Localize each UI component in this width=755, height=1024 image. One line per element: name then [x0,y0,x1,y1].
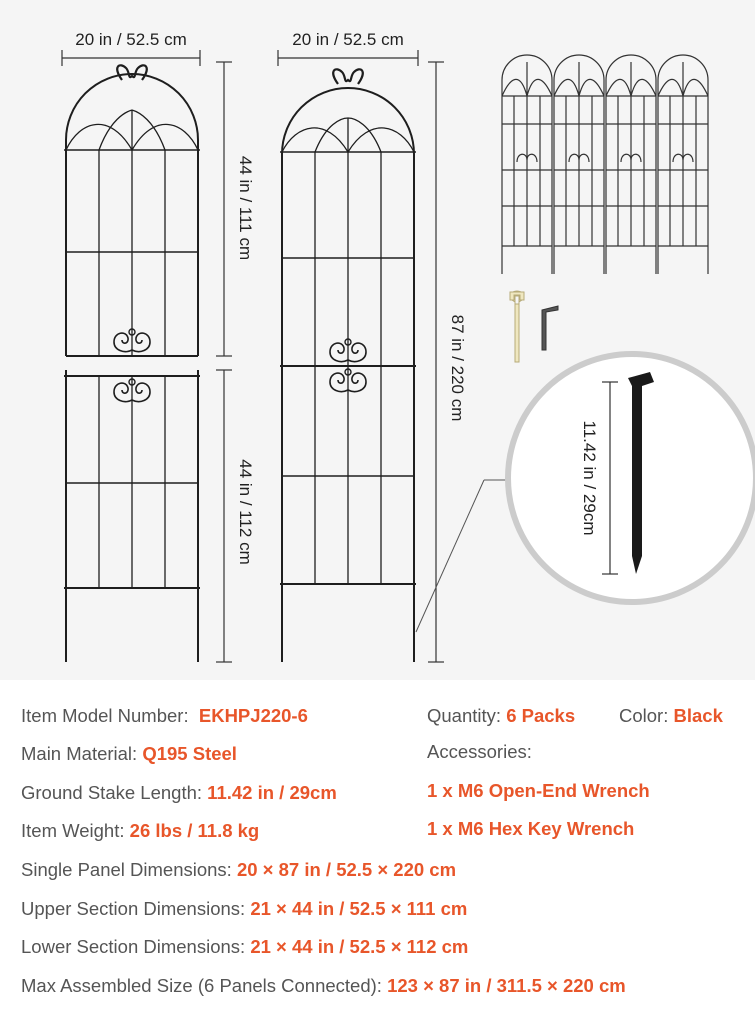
open-end-wrench-icon [510,291,524,362]
specification-list [0,680,755,1024]
spec-model [21,705,308,727]
spec-value: 6 Packs [506,705,576,726]
spec-value: 123 × 87 in / 311.5 × 220 cm [387,975,626,996]
stake-length-label: 11.42 in / 29cm [580,420,599,536]
accessory-value: 1 x M6 Hex Key Wrench [427,818,635,839]
accessory-item [427,818,634,840]
spec-label: Max Assembled Size (6 Panels Connected): [21,975,382,996]
spec-value: 21 × 44 in / 52.5 × 112 cm [250,936,469,957]
upper-height-label: 44 in / 111 cm [236,155,255,261]
upper-section-panel [64,65,200,356]
spec-color [619,705,723,727]
spec-label: Lower Section Dimensions: [21,936,246,957]
spec-label: Item Weight: [21,820,125,841]
spec-label: Accessories: [427,741,532,762]
spec-value: 11.42 in / 29cm [207,782,337,803]
hex-key-wrench-icon [542,306,558,350]
spec-weight [21,820,259,842]
spec-value: 26 lbs / 11.8 kg [129,820,260,841]
spec-label: Quantity: [427,705,502,726]
accessory-value: 1 x M6 Open-End Wrench [427,780,650,801]
width-label-left: 20 in / 52.5 cm [75,30,187,49]
panel-set-thumbnail [502,55,708,274]
spec-lower-section [21,936,468,958]
spec-stake [21,782,337,804]
spec-label: Item Model Number: [21,705,189,726]
spec-max-size [21,975,626,997]
spec-value: EKHPJ220-6 [198,705,308,726]
lower-section-panel [64,370,200,662]
spec-label: Color: [619,705,669,726]
full-panel [280,69,416,662]
spec-upper-section [21,898,467,920]
spec-value: 20 × 87 in / 52.5 × 220 cm [236,859,457,880]
dimension-lines [278,50,444,662]
spec-single-panel [21,859,456,881]
width-label-center: 20 in / 52.5 cm [292,30,404,49]
spec-label: Single Panel Dimensions: [21,859,232,880]
spec-label: Main Material: [21,743,138,764]
spec-accessories [427,741,532,763]
accessory-item [427,780,650,802]
spec-value: Black [673,705,723,726]
lower-height-label: 44 in / 112 cm [236,459,255,565]
spec-value: Q195 Steel [142,743,237,764]
spec-material [21,743,237,765]
total-height-label: 87 in / 220 cm [448,314,467,422]
spec-label: Ground Stake Length: [21,782,203,803]
spec-quantity [427,705,575,727]
spec-label: Upper Section Dimensions: [21,898,246,919]
spec-value: 21 × 44 in / 52.5 × 111 cm [250,898,468,919]
